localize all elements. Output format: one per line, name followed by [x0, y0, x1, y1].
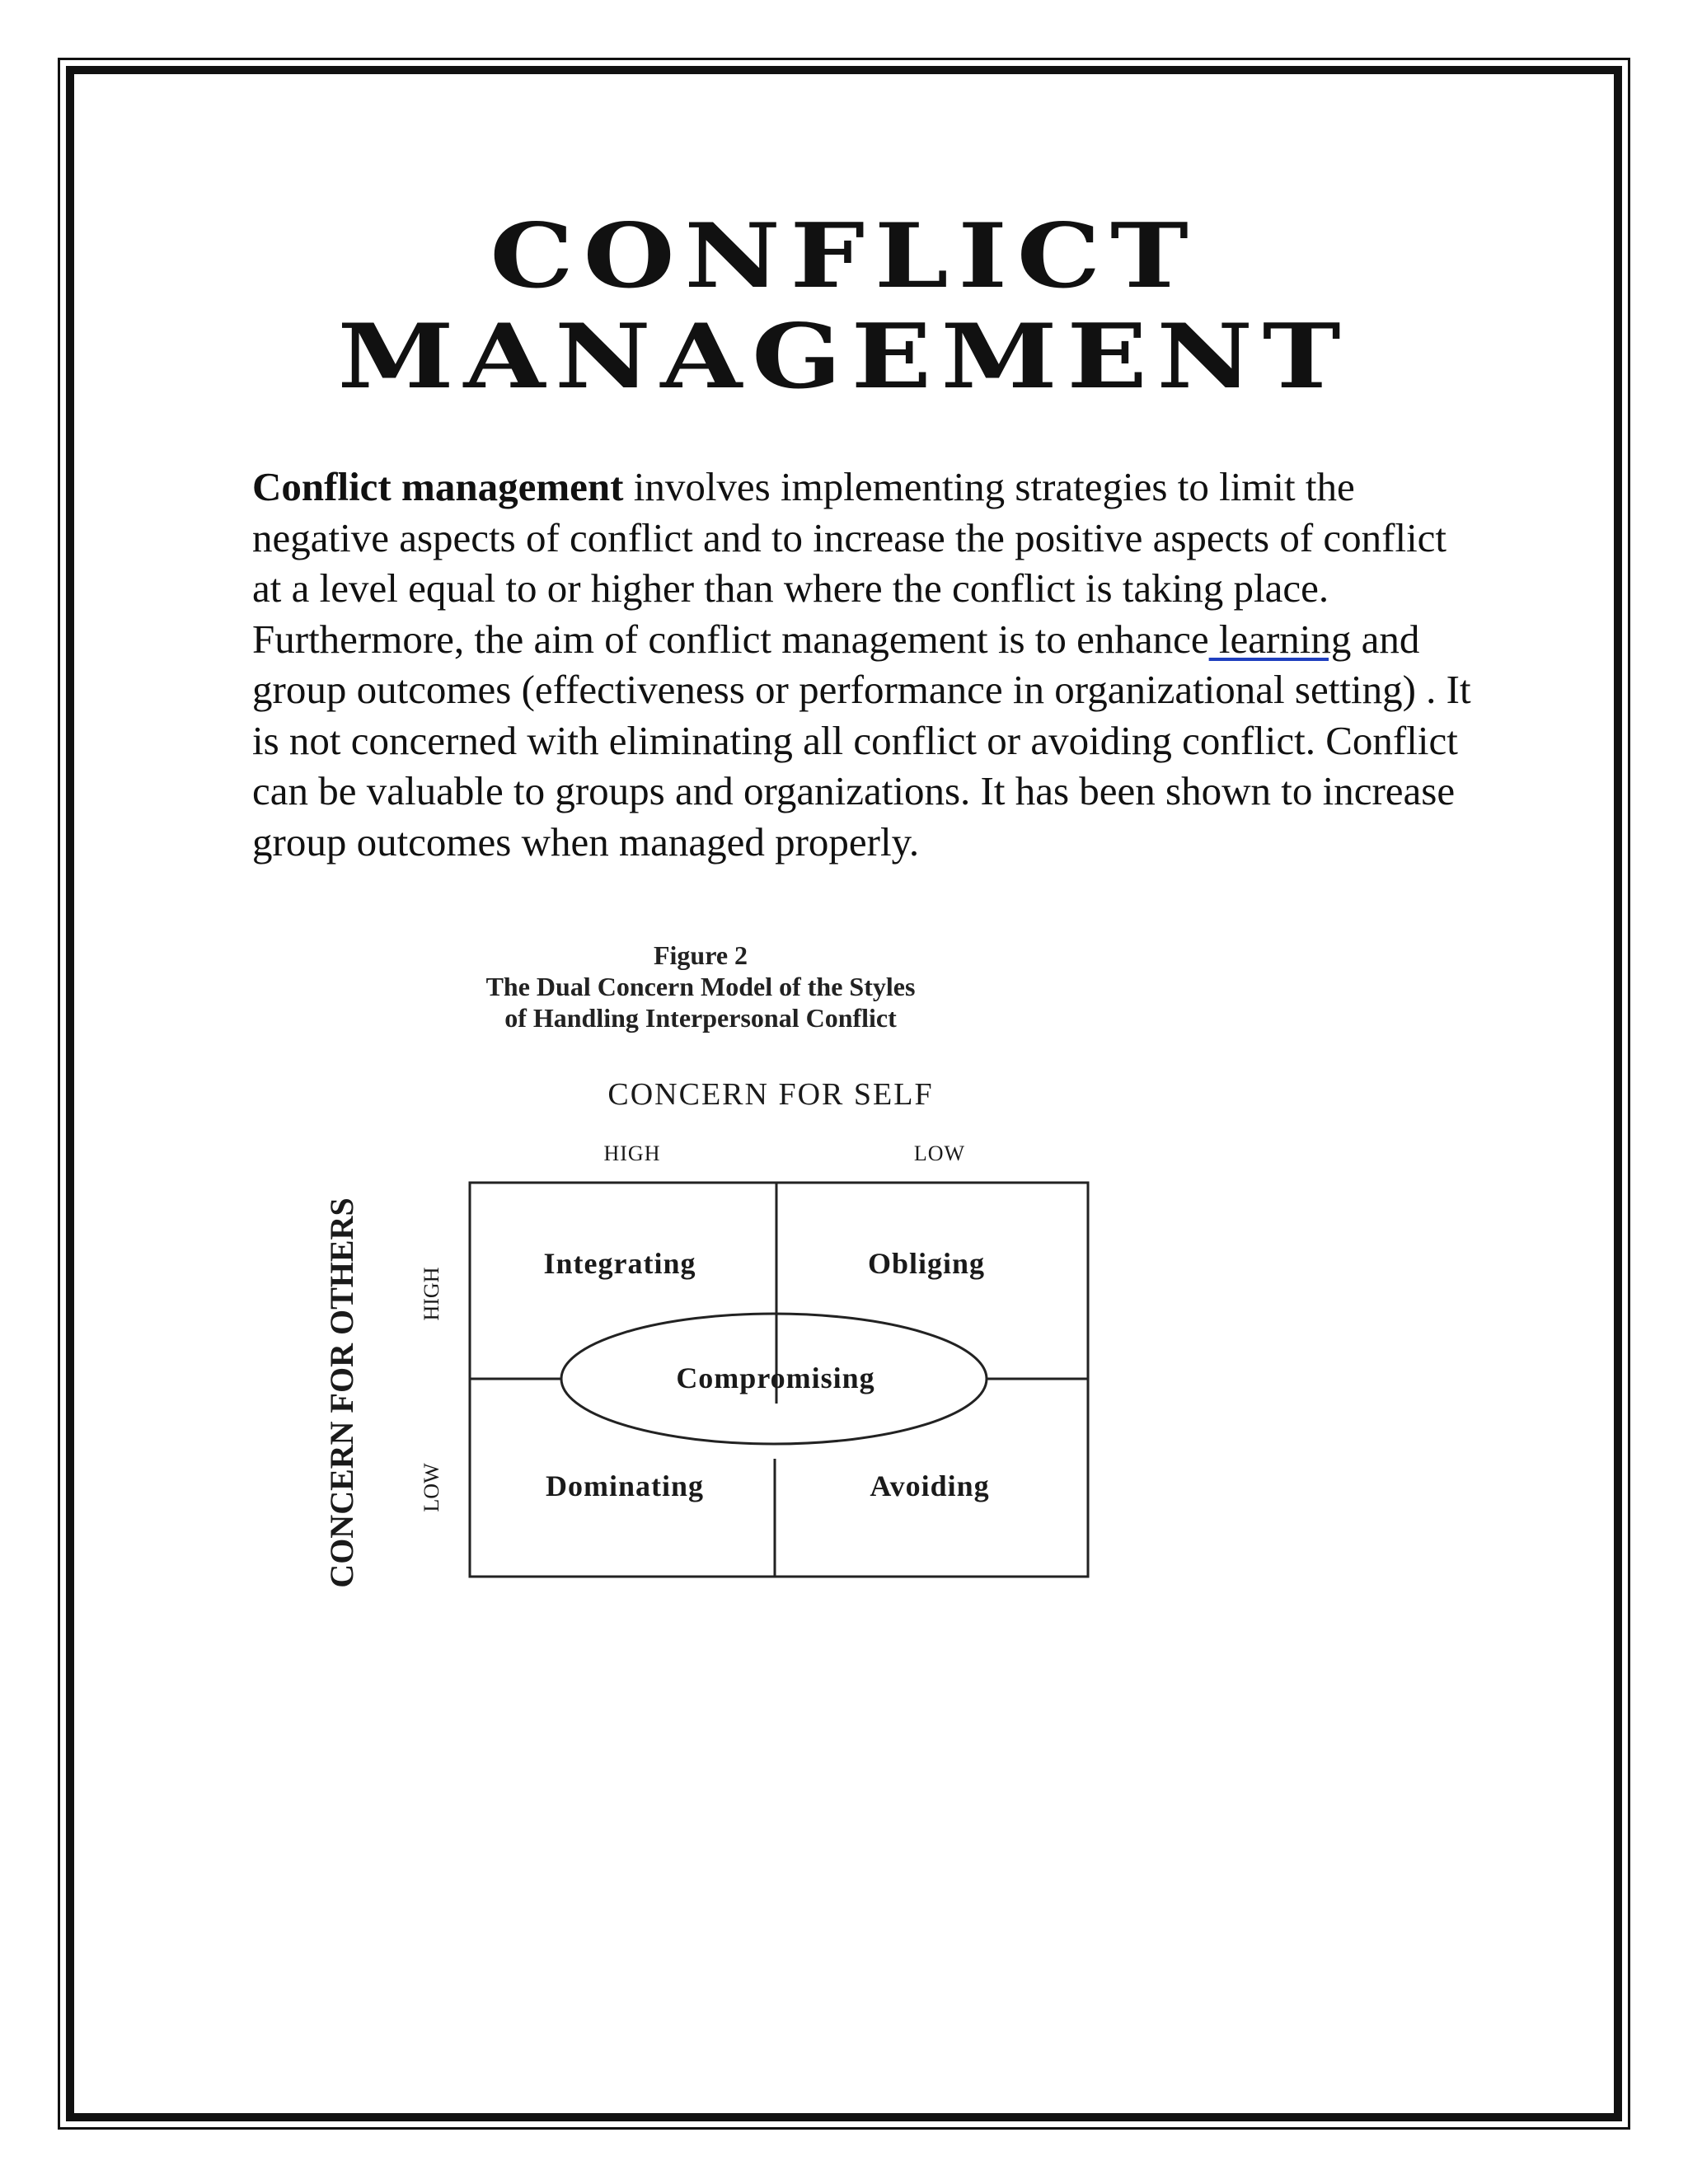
left-axis-title: CONCERN FOR OTHERS — [323, 1197, 360, 1588]
lead-term: Conflict management — [252, 464, 624, 509]
left-low-label: LOW — [420, 1463, 443, 1512]
cell-compromising: Compromising — [676, 1361, 875, 1394]
left-high-label: HIGH — [420, 1267, 443, 1321]
figure-label: Figure 2 — [653, 940, 748, 970]
cell-dominating: Dominating — [545, 1469, 705, 1502]
top-low-label: LOW — [913, 1141, 966, 1165]
title-line-1: CONFLICT — [490, 204, 1198, 308]
cell-obliging: Obliging — [867, 1247, 986, 1280]
cell-avoiding: Avoiding — [870, 1469, 990, 1502]
figure-caption-line-1: The Dual Concern Model of the Styles — [485, 972, 916, 1001]
title-line-2: MANAGEMENT — [337, 305, 1351, 409]
learning-link[interactable]: learning — [1208, 616, 1352, 662]
body-text-part-1: involves implementing strategies to limit the negative aspects of conflict and to increase the positive aspects of conflict at a level equal to or higher than where the conflict is taking place. Furthermore, the aim of conflict management is to enhance — [252, 464, 1447, 662]
figure-caption-line-2: of Handling Interpersonal Conflict — [504, 1003, 897, 1033]
top-high-label: HIGH — [603, 1141, 661, 1165]
top-axis-title: CONCERN FOR SELF — [607, 1077, 934, 1112]
cell-integrating: Integrating — [543, 1247, 696, 1280]
body-text-part-2: and group outcomes (effectiveness or performance in organizational setting) . It is not concerned with eliminating all conflict or avoiding conflict. Conflict can be valuable to groups and organizations. It has been shown to increase group outcomes when managed properly. — [252, 616, 1471, 865]
